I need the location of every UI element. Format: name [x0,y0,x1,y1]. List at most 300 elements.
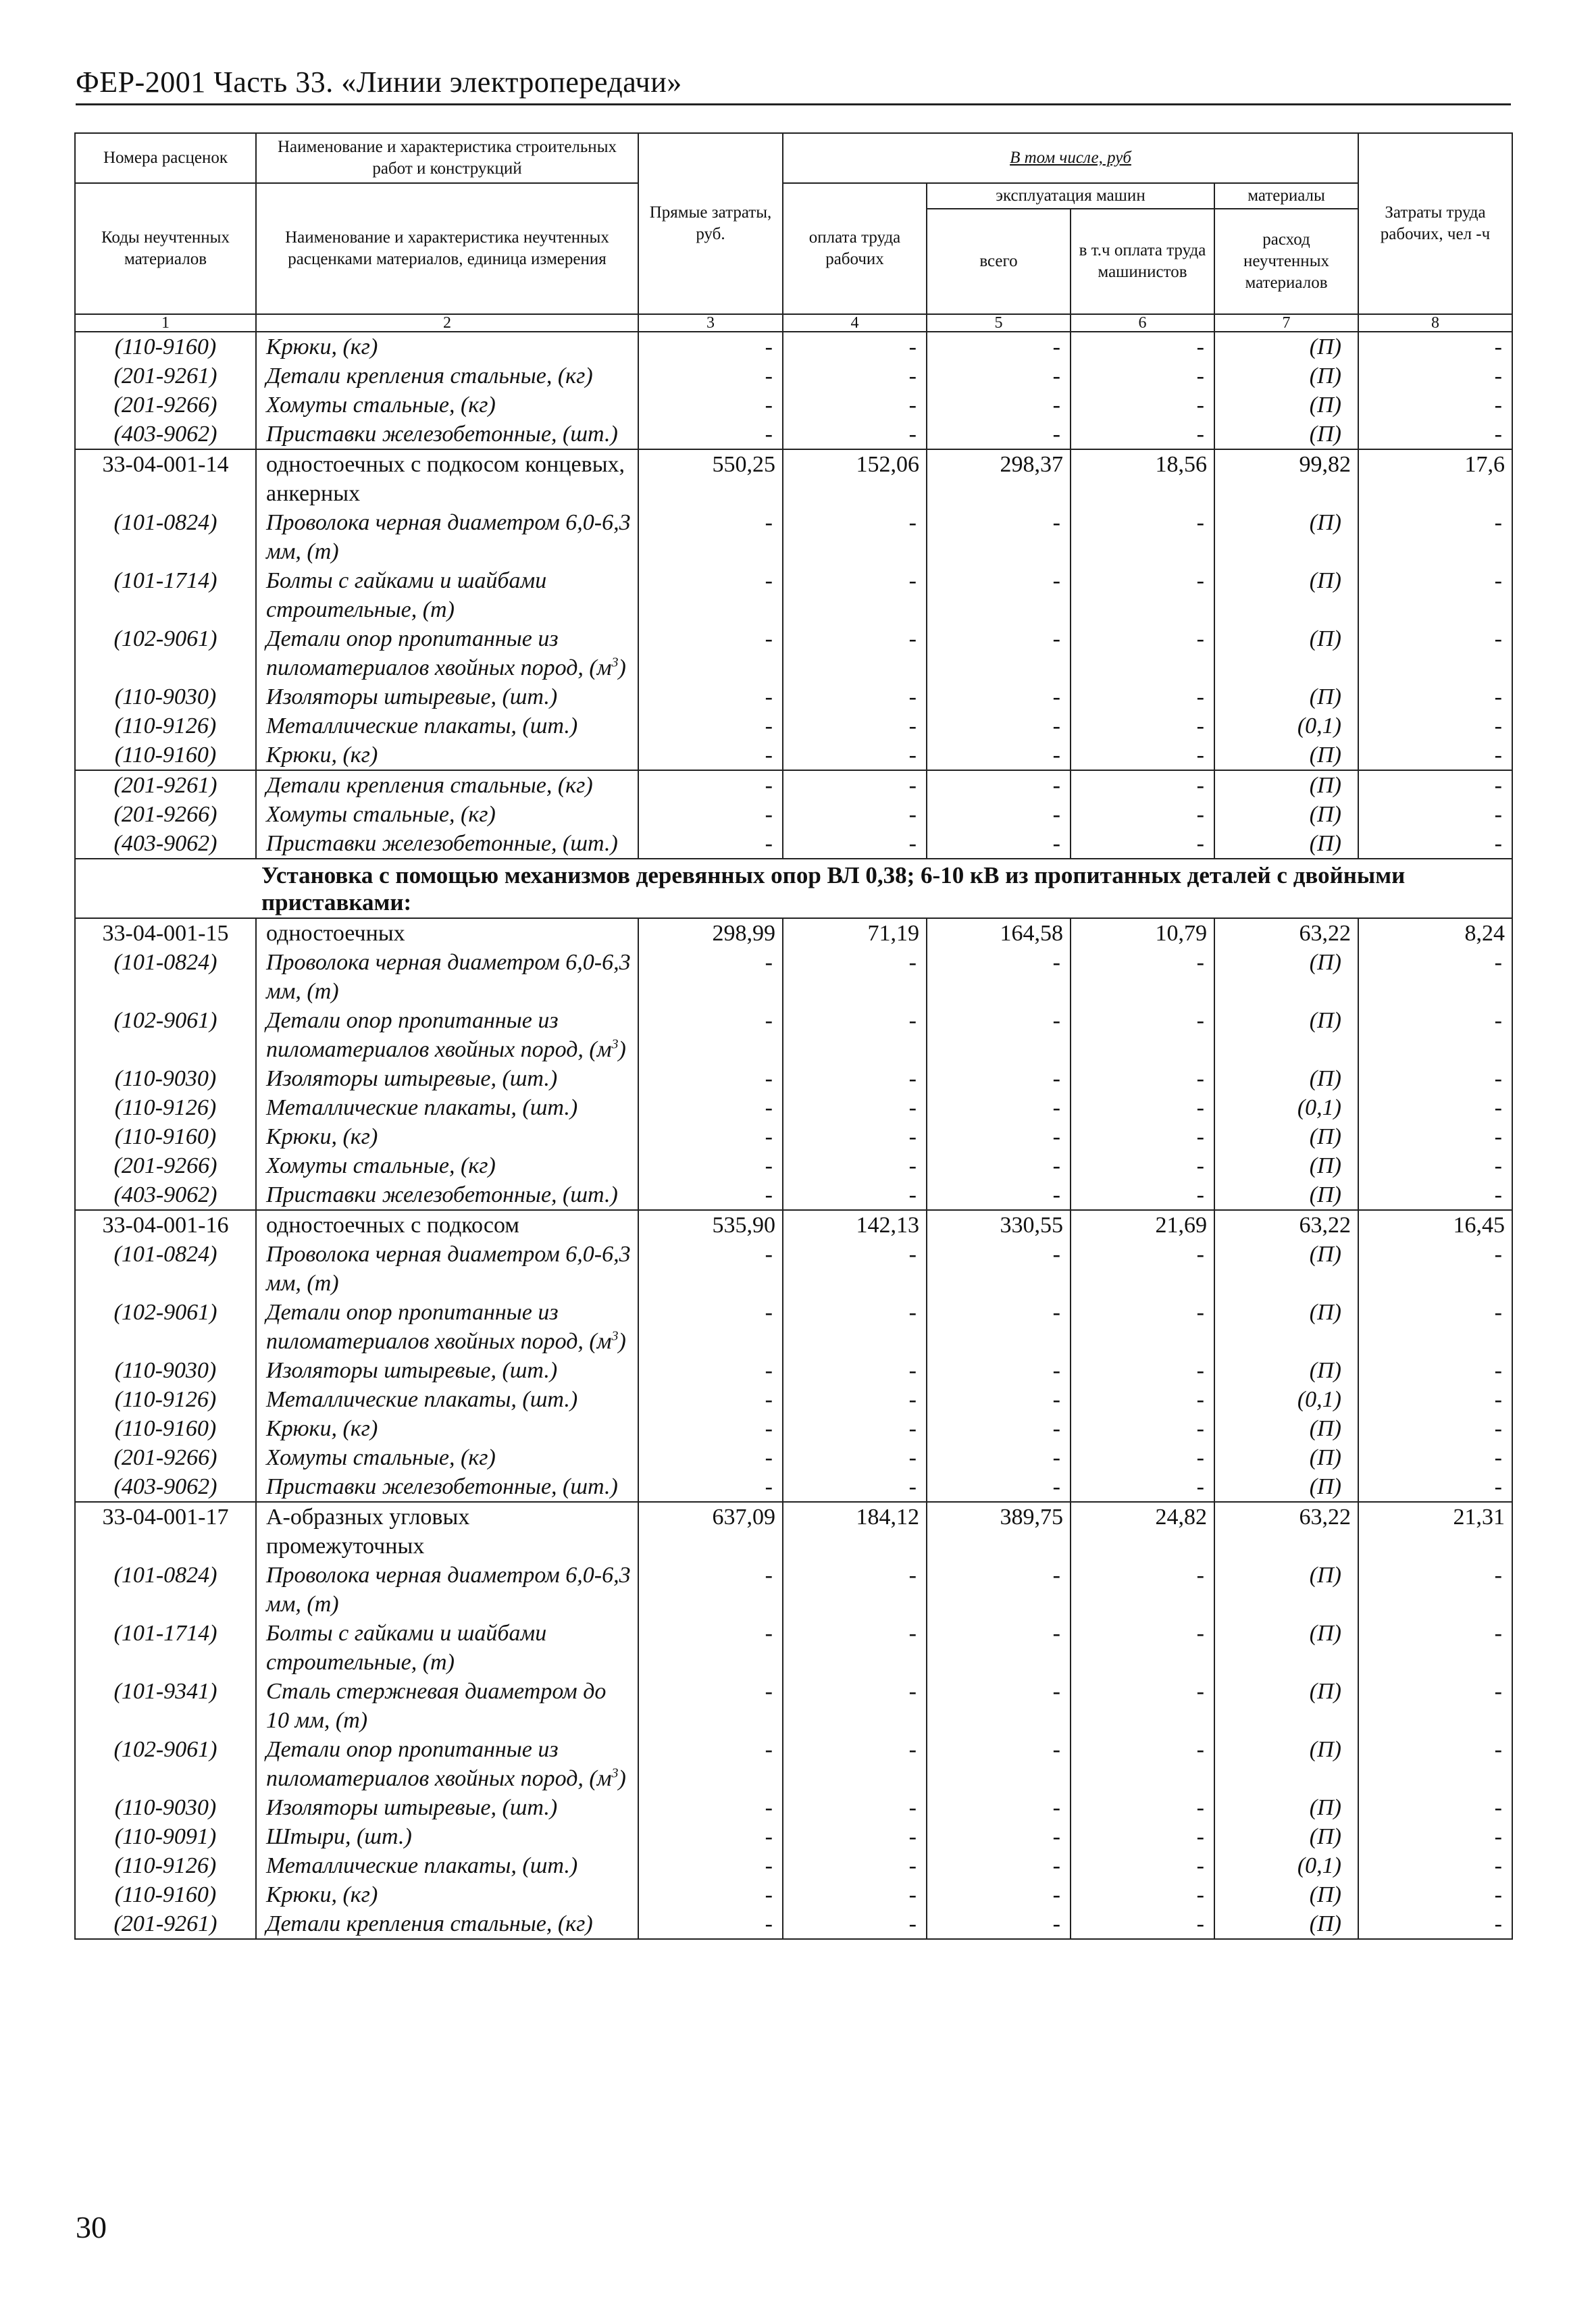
machinist-pay-value: - [1071,391,1214,420]
material-consumption-value: (П) [1214,1909,1358,1939]
material-row [75,391,1512,420]
name-text: Проволока черная диаметром 6,0-6,3 мм, (т) [266,950,631,1004]
material-consumption-value: (П) [1214,1356,1358,1385]
material-row [75,682,1512,711]
material-row [75,508,1512,566]
labor-hours-value: - [1358,566,1512,624]
machines-total-value: - [927,1356,1071,1385]
name-text: Штыри, (шт.) [266,1824,412,1849]
header-worker-pay: оплата труда рабочих [783,183,927,314]
worker-pay-value: - [783,1619,927,1677]
labor-hours-value: - [1358,1093,1512,1122]
name-text: Проволока черная диаметром 6,0-6,3 мм, (т) [266,1242,631,1296]
material-row [75,1093,1512,1122]
material-row [75,361,1512,391]
direct-costs-value: - [638,566,783,624]
labor-hours-value: - [1358,948,1512,1006]
name-text: Металлические плакаты, (шт.) [266,713,578,738]
material-consumption-value: (П) [1214,770,1358,800]
name-text: Металлические плакаты, (шт.) [266,1387,578,1412]
material-row [75,624,1512,682]
rate-number: 33-04-001-15 [75,918,256,948]
material-code: (101-0824) [75,1240,256,1298]
page-header: ФЕР-2001 Часть 33. «Линии электропередачи» [76,65,1511,105]
machines-total-value: - [927,1122,1071,1151]
material-name [256,829,638,859]
rate-row [75,449,1512,508]
header-column-numbers [75,314,1512,332]
material-code: (110-9030) [75,1356,256,1385]
column-number: 1 [75,314,256,332]
column-number: 7 [1214,314,1358,332]
material-row [75,1909,1512,1939]
material-consumption-value: (П) [1214,1822,1358,1851]
material-row [75,770,1512,800]
material-row [75,1298,1512,1356]
material-code: (201-9261) [75,1909,256,1939]
material-name [256,1822,638,1851]
table-body [75,332,1512,1939]
labor-hours-value: - [1358,420,1512,449]
machines-total-value: - [927,740,1071,770]
machines-total-value: - [927,770,1071,800]
labor-hours-value: - [1358,1880,1512,1909]
material-row [75,1414,1512,1443]
machines-total-value: - [927,1909,1071,1939]
table-header [75,133,1512,332]
labor-hours-value: - [1358,1909,1512,1939]
machines-total-value: - [927,682,1071,711]
direct-costs-value: - [638,1122,783,1151]
worker-pay-value: - [783,1064,927,1093]
name-text: Хомуты стальные, (кг) [266,1153,496,1178]
worker-pay-value: - [783,1298,927,1356]
header-machines-total: всего [927,209,1071,314]
material-code: (110-9160) [75,1122,256,1151]
machinist-pay-value: - [1071,1385,1214,1414]
machinist-pay-value: - [1071,1414,1214,1443]
labor-hours-value: - [1358,1561,1512,1619]
name-text: Изоляторы штыревые, (шт.) [266,1795,558,1820]
direct-costs-value: - [638,948,783,1006]
name-text: Металлические плакаты, (шт.) [266,1853,578,1878]
machinist-pay-value: - [1071,1472,1214,1502]
machines-total-value: - [927,1472,1071,1502]
unit-exponent: 3 [611,655,619,670]
worker-pay-value: 184,12 [783,1502,927,1561]
material-code: (201-9266) [75,1443,256,1472]
material-consumption-value: 63,22 [1214,918,1358,948]
material-code: (201-9266) [75,1151,256,1180]
machines-total-value: - [927,1006,1071,1064]
machinist-pay-value: - [1071,829,1214,859]
machinist-pay-value: - [1071,1677,1214,1735]
machinist-pay-value: - [1071,566,1214,624]
labor-hours-value: - [1358,361,1512,391]
machines-total-value: - [927,1180,1071,1210]
worker-pay-value: - [783,1093,927,1122]
machines-total-value: - [927,1298,1071,1356]
worker-pay-value: - [783,1414,927,1443]
worker-pay-value: - [783,566,927,624]
machinist-pay-value: - [1071,682,1214,711]
header-direct-costs: Прямые затраты, руб. [638,133,783,314]
labor-hours-value: - [1358,1356,1512,1385]
machines-total-value: - [927,1093,1071,1122]
direct-costs-value: 550,25 [638,449,783,508]
material-code: (110-9160) [75,740,256,770]
labor-hours-value: - [1358,624,1512,682]
worker-pay-value: - [783,1472,927,1502]
machines-total-value: - [927,1561,1071,1619]
name-text: Крюки, (кг) [266,743,378,768]
worker-pay-value: - [783,829,927,859]
material-consumption-value: (П) [1214,1561,1358,1619]
machinist-pay-value: 24,82 [1071,1502,1214,1561]
machinist-pay-value: 21,69 [1071,1210,1214,1240]
direct-costs-value: - [638,1443,783,1472]
material-name [256,391,638,420]
work-description [256,1502,638,1561]
machinist-pay-value: - [1071,420,1214,449]
machines-total-value: - [927,391,1071,420]
name-text: одностоечных с подкосом концевых, анкерных [266,452,625,506]
labor-hours-value: - [1358,1851,1512,1880]
material-code: (110-9126) [75,1385,256,1414]
material-name [256,682,638,711]
name-text: Хомуты стальные, (кг) [266,1445,496,1470]
name-text: Болты с гайками и шайбами строительные, (т) [266,568,547,622]
material-code: (101-9341) [75,1677,256,1735]
worker-pay-value: - [783,1822,927,1851]
material-name [256,1472,638,1502]
name-text: одностоечных с подкосом [266,1213,519,1238]
material-name [256,1064,638,1093]
material-consumption-value: (П) [1214,682,1358,711]
rate-number: 33-04-001-14 [75,449,256,508]
direct-costs-value: - [638,332,783,361]
worker-pay-value: - [783,1735,927,1793]
direct-costs-value: - [638,508,783,566]
material-consumption-value: (П) [1214,420,1358,449]
labor-hours-value: - [1358,1240,1512,1298]
worker-pay-value: - [783,711,927,740]
header-work-description: Наименование и характеристика строительных работ и конструкций [256,133,638,183]
material-row [75,1006,1512,1064]
material-code: (403-9062) [75,1180,256,1210]
labor-hours-value: - [1358,1414,1512,1443]
material-code: (110-9126) [75,1851,256,1880]
machines-total-value: - [927,1880,1071,1909]
machinist-pay-value: - [1071,1356,1214,1385]
machines-total-value: 330,55 [927,1210,1071,1240]
material-row [75,711,1512,740]
name-text: Приставки железобетонные, (шт.) [266,422,618,447]
material-name [256,800,638,829]
material-consumption-value: (П) [1214,624,1358,682]
machinist-pay-value: - [1071,1793,1214,1822]
labor-hours-value: - [1358,1064,1512,1093]
material-consumption-value: (П) [1214,508,1358,566]
material-code: (110-9126) [75,1093,256,1122]
worker-pay-value: - [783,1151,927,1180]
machinist-pay-value: 10,79 [1071,918,1214,948]
machinist-pay-value: - [1071,1619,1214,1677]
labor-hours-value: - [1358,391,1512,420]
machinist-pay-value: - [1071,1006,1214,1064]
direct-costs-value: - [638,1880,783,1909]
header-material-codes: Коды неучтенных материалов [75,183,256,314]
material-consumption-value: (П) [1214,800,1358,829]
machinist-pay-value: - [1071,1909,1214,1939]
material-name [256,1851,638,1880]
machines-total-value: - [927,800,1071,829]
material-row [75,1880,1512,1909]
material-name [256,1793,638,1822]
material-name [256,1122,638,1151]
labor-hours-value: - [1358,740,1512,770]
header-material-consumption: расход неучтенных материалов [1214,209,1358,314]
worker-pay-value: - [783,391,927,420]
material-consumption-value: (П) [1214,1793,1358,1822]
material-consumption-value: (П) [1214,1006,1358,1064]
labor-hours-value: - [1358,829,1512,859]
name-text: Детали крепления стальные, (кг) [266,773,593,798]
direct-costs-value: 637,09 [638,1502,783,1561]
header-machinist-pay: в т.ч оплата труда машинистов [1071,209,1214,314]
machines-total-value: - [927,711,1071,740]
name-text: Болты с гайками и шайбами строительные, (т) [266,1621,547,1675]
machinist-pay-value: - [1071,948,1214,1006]
labor-hours-value: - [1358,1619,1512,1677]
material-row [75,948,1512,1006]
material-name [256,361,638,391]
labor-hours-value: - [1358,1151,1512,1180]
material-code: (110-9030) [75,682,256,711]
name-text: Приставки железобетонные, (шт.) [266,1182,618,1207]
material-row [75,566,1512,624]
direct-costs-value: - [638,1093,783,1122]
labor-hours-value: - [1358,1472,1512,1502]
machinist-pay-value: - [1071,711,1214,740]
page-number: 30 [76,2210,107,2244]
column-number: 3 [638,314,783,332]
machines-total-value: 298,37 [927,449,1071,508]
worker-pay-value: - [783,740,927,770]
machinist-pay-value: - [1071,508,1214,566]
name-text: Проволока черная диаметром 6,0-6,3 мм, (т) [266,510,631,564]
machinist-pay-value: - [1071,1122,1214,1151]
machines-total-value: - [927,508,1071,566]
material-row [75,800,1512,829]
material-consumption-value: (П) [1214,1443,1358,1472]
material-name [256,1443,638,1472]
direct-costs-value: - [638,1851,783,1880]
direct-costs-value: - [638,829,783,859]
material-name [256,624,638,682]
machinist-pay-value: - [1071,800,1214,829]
worker-pay-value: - [783,1356,927,1385]
section-heading-spacer [75,859,256,918]
labor-hours-value: - [1358,1122,1512,1151]
worker-pay-value: - [783,1880,927,1909]
machinist-pay-value: - [1071,1851,1214,1880]
name-text: Приставки железобетонные, (шт.) [266,1474,618,1499]
column-number: 4 [783,314,927,332]
name-text: Изоляторы штыревые, (шт.) [266,684,558,709]
material-consumption-value: (П) [1214,391,1358,420]
material-consumption-value: (П) [1214,1880,1358,1909]
direct-costs-value: 535,90 [638,1210,783,1240]
material-row [75,1677,1512,1735]
material-consumption-value: (П) [1214,740,1358,770]
unit-tail: ) [618,1766,626,1791]
direct-costs-value: - [638,1180,783,1210]
material-consumption-value: 63,22 [1214,1502,1358,1561]
material-consumption-value: (0,1) [1214,1851,1358,1880]
machines-total-value: - [927,624,1071,682]
material-name [256,566,638,624]
machinist-pay-value: - [1071,1880,1214,1909]
material-consumption-value: (П) [1214,332,1358,361]
direct-costs-value: - [638,1677,783,1735]
name-text: Детали крепления стальные, (кг) [266,363,593,388]
worker-pay-value: - [783,420,927,449]
material-row [75,1472,1512,1502]
material-name [256,1909,638,1939]
column-number: 8 [1358,314,1512,332]
name-text: Проволока черная диаметром 6,0-6,3 мм, (т) [266,1563,631,1617]
rate-number: 33-04-001-16 [75,1210,256,1240]
material-name [256,1414,638,1443]
rate-row [75,918,1512,948]
direct-costs-value: - [638,1356,783,1385]
machinist-pay-value: - [1071,332,1214,361]
labor-hours-value: - [1358,1443,1512,1472]
section-heading: Установка с помощью механизмов деревянных опор ВЛ 0,38; 6-10 кВ из пропитанных деталей с двойными приставками: [256,859,1512,918]
material-consumption-value: (П) [1214,1151,1358,1180]
material-name [256,332,638,361]
material-code: (110-9160) [75,1880,256,1909]
material-row [75,420,1512,449]
direct-costs-value: - [638,1064,783,1093]
machinist-pay-value: - [1071,1151,1214,1180]
worker-pay-value: - [783,1909,927,1939]
material-row [75,1356,1512,1385]
direct-costs-value: - [638,1561,783,1619]
work-description [256,1210,638,1240]
name-text: Детали опор пропитанные из пиломатериалов хвойных пород, (м [266,1737,612,1791]
labor-hours-value: - [1358,770,1512,800]
material-name [256,1180,638,1210]
material-row [75,1385,1512,1414]
material-consumption-value: (П) [1214,1122,1358,1151]
labor-hours-value: - [1358,800,1512,829]
material-name [256,1240,638,1298]
material-row [75,1122,1512,1151]
machines-total-value: - [927,1385,1071,1414]
machinist-pay-value: - [1071,1093,1214,1122]
worker-pay-value: - [783,1385,927,1414]
direct-costs-value: - [638,1822,783,1851]
machines-total-value: - [927,829,1071,859]
name-text: Крюки, (кг) [266,1882,378,1907]
material-consumption-value: 99,82 [1214,449,1358,508]
material-row [75,1561,1512,1619]
material-row [75,1735,1512,1793]
worker-pay-value: - [783,1561,927,1619]
machines-total-value: - [927,1240,1071,1298]
name-text: Детали опор пропитанные из пиломатериалов хвойных пород, (м [266,626,612,680]
unit-tail: ) [618,1329,626,1354]
header-rate-numbers: Номера расценок [75,133,256,183]
material-code: (110-9030) [75,1793,256,1822]
header-material-description: Наименование и характеристика неучтенных расценками материалов, единица измерения [256,183,638,314]
direct-costs-value: 298,99 [638,918,783,948]
material-code: (201-9266) [75,391,256,420]
direct-costs-value: - [638,770,783,800]
machinist-pay-value: - [1071,361,1214,391]
labor-hours-value: - [1358,1793,1512,1822]
material-row [75,1180,1512,1210]
material-name [256,420,638,449]
worker-pay-value: - [783,1793,927,1822]
direct-costs-value: - [638,682,783,711]
worker-pay-value: - [783,624,927,682]
labor-hours-value: - [1358,1385,1512,1414]
material-consumption-value: (0,1) [1214,711,1358,740]
material-consumption-value: (0,1) [1214,1093,1358,1122]
machines-total-value: - [927,948,1071,1006]
machinist-pay-value: - [1071,1443,1214,1472]
material-consumption-value: (П) [1214,1677,1358,1735]
name-text: Изоляторы штыревые, (шт.) [266,1066,558,1091]
name-text: Детали крепления стальные, (кг) [266,1911,593,1936]
material-consumption-value: (0,1) [1214,1385,1358,1414]
worker-pay-value: - [783,682,927,711]
material-code: (403-9062) [75,829,256,859]
machines-total-value: - [927,1619,1071,1677]
unit-tail: ) [618,655,626,680]
material-name [256,1298,638,1356]
material-consumption-value: (П) [1214,1240,1358,1298]
material-name [256,1619,638,1677]
labor-hours-value: - [1358,711,1512,740]
material-consumption-value: 63,22 [1214,1210,1358,1240]
material-row [75,1822,1512,1851]
header-materials-group: материалы [1214,183,1358,209]
worker-pay-value: - [783,770,927,800]
material-code: (201-9261) [75,770,256,800]
machines-total-value: - [927,1735,1071,1793]
material-code: (101-0824) [75,1561,256,1619]
machinist-pay-value: - [1071,1180,1214,1210]
material-code: (110-9091) [75,1822,256,1851]
machinist-pay-value: - [1071,1298,1214,1356]
machinist-pay-value: 18,56 [1071,449,1214,508]
material-row [75,1240,1512,1298]
worker-pay-value: - [783,1006,927,1064]
name-text: Крюки, (кг) [266,334,378,359]
material-code: (102-9061) [75,1006,256,1064]
material-code: (102-9061) [75,1298,256,1356]
labor-hours-value: - [1358,1180,1512,1210]
machinist-pay-value: - [1071,1064,1214,1093]
direct-costs-value: - [638,1793,783,1822]
machinist-pay-value: - [1071,740,1214,770]
labor-hours-value: - [1358,1006,1512,1064]
worker-pay-value: - [783,508,927,566]
